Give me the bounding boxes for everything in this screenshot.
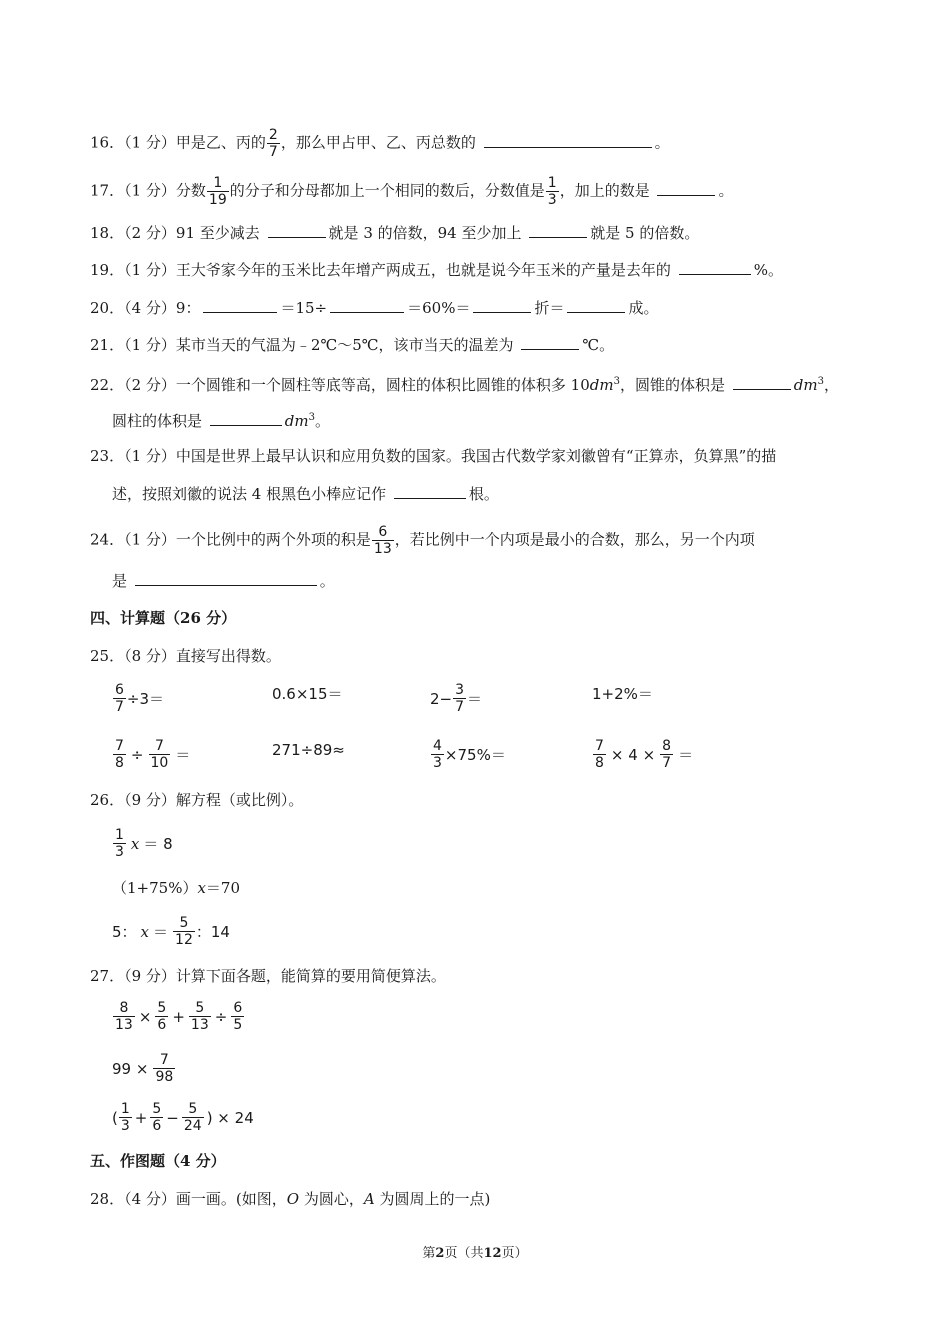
- section-title: 五、作图题（4 分）: [90, 1152, 226, 1170]
- expression: $\frac{8}{13}$ × $\frac{5}{6}$ + $\frac{5}{13}$ ÷ $\frac{6}{5}$: [115, 1000, 243, 1033]
- expression: ( $\frac{1}{3}$ + $\frac{5}{6}$ − $\frac{5}{24}$ ) × 24: [112, 1101, 254, 1134]
- answer-blank[interactable]: [203, 297, 277, 313]
- equation: （1+75%）x＝70: [112, 879, 241, 897]
- calc-item: $\frac{6}{7}$ ÷3＝: [115, 682, 165, 715]
- section-title: 四、计算题（26 分）: [90, 609, 237, 627]
- fraction: $\frac{1}{19}$: [208, 175, 227, 208]
- calc-item: 0.6×15＝: [272, 685, 343, 703]
- question-28: 28．（4 分）画一画。(如图，O 为圆心，A 为圆周上的一点): [90, 1190, 491, 1208]
- question-27: 27．（9 分）计算下面各题，能简算的要用简便算法。: [90, 967, 446, 985]
- question-23: 23．（1 分）中国是世界上最早认识和应用负数的国家。我国古代数学家刘徽曾有“正算赤，负算黑”的描: [90, 447, 777, 465]
- question-21: 21．（1 分）某市当天的气温为﹣2℃～5℃，该市当天的温差为 ℃。: [90, 336, 615, 354]
- answer-blank[interactable]: [657, 180, 715, 196]
- question-18: 18．（2 分）91 至少减去 就是 3 的倍数，94 至少加上 就是 5 的倍数。: [90, 224, 700, 242]
- question-17: 17．（1 分）分数 $\frac{1}{19}$ 的分子和分母都加上一个相同的数后，分数值是 $\frac{1}{3}$ ，加上的数是 。: [90, 175, 734, 208]
- answer-blank[interactable]: [567, 297, 625, 313]
- answer-blank[interactable]: [484, 132, 652, 148]
- answer-blank[interactable]: [529, 222, 587, 238]
- fraction: $\frac{6}{13}$: [373, 524, 392, 557]
- answer-blank[interactable]: [521, 334, 579, 350]
- fraction: $\frac{2}{7}$: [268, 127, 278, 160]
- question-22-line-2: 圆柱的体积是 $dm^3$。: [112, 412, 331, 430]
- calc-item: 2− $\frac{3}{7}$ ＝: [430, 682, 483, 715]
- answer-blank[interactable]: [733, 374, 791, 390]
- equation: $\frac{1}{3}$ x ＝ 8: [115, 827, 173, 860]
- answer-blank[interactable]: [268, 222, 326, 238]
- question-25: 25．（8 分）直接写出得数。: [90, 647, 281, 665]
- answer-blank[interactable]: [135, 570, 317, 586]
- calc-item: 271÷89≈: [272, 741, 345, 759]
- equation: 5： x ＝ $\frac{5}{12}$ ：14: [112, 915, 230, 948]
- question-22: 22．（2 分）一个圆锥和一个圆柱等底等高，圆柱的体积比圆锥的体积多 $10dm^3$，圆锥的体积是 $dm^3$，: [90, 376, 839, 394]
- calc-item: $\frac{7}{8}$ × 4 × $\frac{8}{7}$ ＝: [595, 738, 694, 771]
- answer-blank[interactable]: [679, 259, 751, 275]
- answer-blank[interactable]: [394, 483, 466, 499]
- fraction: $\frac{1}{3}$: [547, 175, 557, 208]
- answer-blank[interactable]: [330, 297, 404, 313]
- answer-blank[interactable]: [210, 410, 282, 426]
- answer-blank[interactable]: [473, 297, 531, 313]
- question-23-line-2: 述，按照刘徽的说法 4 根黑色小棒应记作 根。: [112, 485, 499, 503]
- calc-item: $\frac{7}{8}$ ÷ $\frac{7}{10}$ ＝: [115, 738, 191, 771]
- question-24: 24．（1 分）一个比例中的两个外项的积是 $\frac{6}{13}$ ，若比例中一个内项是最小的合数，那么，另一个内项: [90, 524, 755, 557]
- calc-item: $\frac{4}{3}$ ×75%＝: [433, 738, 506, 771]
- page-footer: 第2页（共12页）: [422, 1246, 528, 1261]
- question-20: 20．（4 分）9： ＝15÷ ＝60%＝ 折＝ 成。: [90, 299, 659, 317]
- question-16: 16．（1 分）甲是乙、丙的 $\frac{2}{7}$ ，那么甲占甲、乙、丙总数的 。: [90, 127, 670, 160]
- calc-item: 1+2%＝: [592, 685, 653, 703]
- question-24-line-2: 是 。: [112, 572, 335, 590]
- question-26: 26．（9 分）解方程（或比例）。: [90, 791, 304, 809]
- expression: 99 × $\frac{7}{98}$: [112, 1052, 174, 1085]
- question-19: 19．（1 分）王大爷家今年的玉米比去年增产两成五，也就是说今年玉米的产量是去年的 %。: [90, 261, 783, 279]
